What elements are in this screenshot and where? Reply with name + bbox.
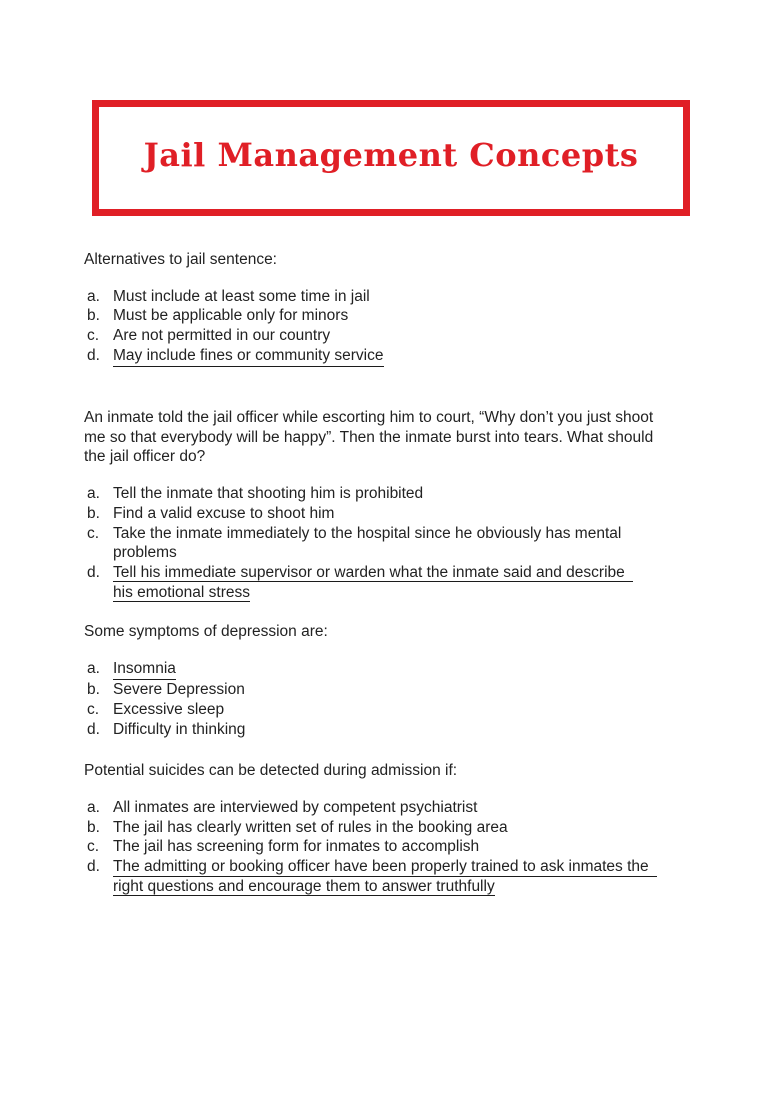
prompt-line: Alternatives to jail sentence: [84,251,277,268]
option-letter: d. [87,346,100,364]
option-text: Excessive sleep [113,700,225,718]
option-row-b [84,680,750,700]
option-text: Find a valid excuse to shoot him [113,504,335,522]
option-text: The jail has screening form for inmates to accomplish [113,838,480,856]
option-text: Must include at least some time in jail [113,287,370,305]
option-text: Must be applicable only for minors [113,307,349,325]
options-list [84,484,750,602]
prompt-line: An inmate told the jail officer while escorting him to court, “Why don’t you just shoot [84,409,654,427]
prompt-line: the jail officer do? [84,448,206,466]
option-letter: b. [87,307,100,325]
option-letter: c. [87,327,100,345]
option-row-c [84,837,750,857]
option-text: The jail has clearly written set of rules in the booking area [113,818,508,836]
question-block-1 [84,250,750,367]
option-letter: a. [87,287,100,305]
question-block-3 [84,622,750,739]
option-text-line: his emotional stress [113,583,250,601]
option-text-line: right questions and encourage them to answer truthfully [113,877,495,895]
option-text-line: problems [113,544,177,562]
option-text-underlined: May include fines or community service [113,346,384,367]
option-text: All inmates are interviewed by competent psychiatrist [113,799,478,817]
option-letter: b. [87,818,100,836]
option-text-underlined [113,563,633,602]
option-row-d [84,346,750,367]
option-row-c [84,700,750,720]
document-page [0,100,780,897]
option-row-b [84,818,750,838]
question-prompt [84,761,750,781]
option-letter: b. [87,681,100,699]
option-row-a [84,798,750,818]
document-body [84,250,750,897]
option-row-a [84,659,750,680]
option-text-line: Take the inmate immediately to the hospital since he obviously has mental [113,524,622,542]
options-list [84,659,750,739]
option-row-d [84,720,750,740]
option-text-underlined [113,857,657,896]
option-text-underlined: Insomnia [113,659,176,680]
option-letter: c. [87,524,100,542]
question-prompt [84,622,750,642]
option-row-c [84,326,750,346]
option-row-b [84,504,750,524]
option-row-c [84,524,750,563]
options-list [84,798,750,897]
option-letter: a. [87,799,100,817]
prompt-line: Potential suicides can be detected during admission if: [84,762,458,780]
document-title: Jail Management Concepts [143,136,639,175]
question-prompt [84,408,750,467]
prompt-line: Some symptoms of depression are: [84,623,328,641]
question-block-2 [84,408,750,602]
option-letter: d. [87,563,100,581]
option-text: Difficulty in thinking [113,720,246,738]
option-text: Severe Depression [113,681,245,699]
option-row-d [84,857,750,896]
options-list [84,287,750,367]
option-letter: a. [87,485,100,503]
option-letter: d. [87,858,100,876]
prompt-line: me so that everybody will be happy”. Then the inmate burst into tears. What should [84,428,654,446]
option-row-d [84,563,750,602]
option-text: Tell the inmate that shooting him is prohibited [113,485,424,503]
question-block-4 [84,761,750,896]
option-text [113,524,621,563]
option-text: Are not permitted in our country [113,327,331,345]
option-row-a [84,287,750,307]
option-row-a [84,484,750,504]
option-letter: c. [87,700,100,718]
option-letter: c. [87,838,100,856]
option-letter: a. [87,660,100,678]
option-text-line: The admitting or booking officer have been properly trained to ask inmates the [113,858,657,877]
option-letter: d. [87,720,100,738]
option-text-line: Tell his immediate supervisor or warden what the inmate said and describe [113,564,633,583]
option-letter: b. [87,504,100,522]
question-prompt [84,250,750,270]
title-box [92,100,690,216]
option-row-b [84,306,750,326]
